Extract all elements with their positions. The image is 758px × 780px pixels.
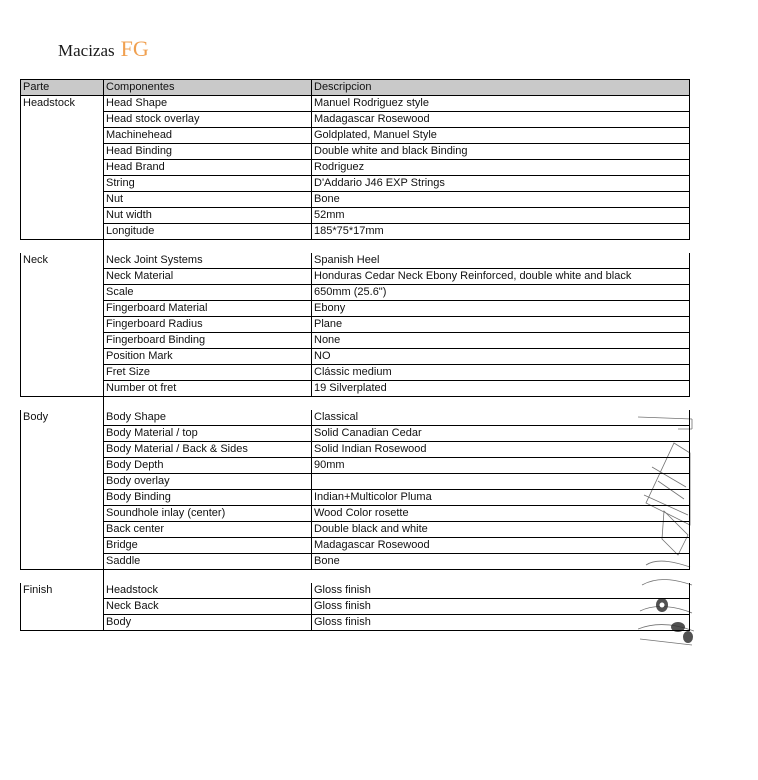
- section-name-cell: [21, 426, 104, 442]
- spacer-cell: [104, 570, 312, 584]
- header-parte: Parte: [21, 80, 104, 96]
- table-row: [21, 192, 690, 208]
- section-name-cell: [21, 615, 104, 631]
- section-name-cell: [21, 112, 104, 128]
- spec-table-body: [21, 80, 690, 631]
- section-name-cell: [21, 442, 104, 458]
- component-cell: Body overlay: [104, 474, 312, 490]
- description-cell: Double white and black Binding: [312, 144, 690, 160]
- description-cell: Manuel Rodriguez style: [312, 96, 690, 112]
- table-row: [21, 365, 690, 381]
- description-cell: Rodriguez: [312, 160, 690, 176]
- component-cell: Head Shape: [104, 96, 312, 112]
- table-row: [21, 554, 690, 570]
- section-name-cell: [21, 365, 104, 381]
- spacer-cell: [104, 240, 312, 254]
- section-name-cell: Finish: [21, 583, 104, 599]
- component-cell: Fingerboard Material: [104, 301, 312, 317]
- component-cell: Number ot fret: [104, 381, 312, 397]
- section-name-cell: Body: [21, 410, 104, 426]
- component-cell: Body Material / Back & Sides: [104, 442, 312, 458]
- table-row: [21, 128, 690, 144]
- section-name-cell: [21, 333, 104, 349]
- component-cell: Body: [104, 615, 312, 631]
- component-cell: Body Depth: [104, 458, 312, 474]
- table-row: [21, 522, 690, 538]
- description-cell: None: [312, 333, 690, 349]
- section-name-cell: [21, 269, 104, 285]
- header-componentes: Componentes: [104, 80, 312, 96]
- table-row: [21, 301, 690, 317]
- table-row: [21, 269, 690, 285]
- component-cell: Longitude: [104, 224, 312, 240]
- description-cell: Solid Indian Rosewood: [312, 442, 690, 458]
- description-cell: Bone: [312, 192, 690, 208]
- section-name-cell: [21, 490, 104, 506]
- description-cell: Goldplated, Manuel Style: [312, 128, 690, 144]
- section-name-cell: [21, 208, 104, 224]
- component-cell: Nut: [104, 192, 312, 208]
- section-name-cell: [21, 474, 104, 490]
- section-spacer-row: [21, 397, 690, 411]
- description-cell: NO: [312, 349, 690, 365]
- table-row: [21, 349, 690, 365]
- spacer-cell: [21, 240, 104, 254]
- logo-accent-text: FG: [120, 36, 149, 61]
- table-row: [21, 474, 690, 490]
- table-row: [21, 583, 690, 599]
- component-cell: Scale: [104, 285, 312, 301]
- table-row: [21, 615, 690, 631]
- description-cell: Gloss finish: [312, 599, 690, 615]
- description-cell: Double black and white: [312, 522, 690, 538]
- table-row: [21, 160, 690, 176]
- component-cell: Saddle: [104, 554, 312, 570]
- section-name-cell: [21, 599, 104, 615]
- section-name-cell: Headstock: [21, 96, 104, 112]
- table-row: [21, 458, 690, 474]
- component-cell: Body Material / top: [104, 426, 312, 442]
- table-row: [21, 333, 690, 349]
- guitar-spec-table: [20, 79, 690, 631]
- description-cell: Indian+Multicolor Pluma: [312, 490, 690, 506]
- description-cell: D'Addario J46 EXP Strings: [312, 176, 690, 192]
- table-row: [21, 317, 690, 333]
- section-name-cell: [21, 224, 104, 240]
- section-name-cell: [21, 176, 104, 192]
- component-cell: Bridge: [104, 538, 312, 554]
- description-cell: Madagascar Rosewood: [312, 112, 690, 128]
- component-cell: Fingerboard Binding: [104, 333, 312, 349]
- description-cell: [312, 474, 690, 490]
- component-cell: Fret Size: [104, 365, 312, 381]
- section-name-cell: [21, 458, 104, 474]
- component-cell: Machinehead: [104, 128, 312, 144]
- section-name-cell: [21, 349, 104, 365]
- section-name-cell: [21, 144, 104, 160]
- description-cell: Gloss finish: [312, 583, 690, 599]
- table-row: [21, 144, 690, 160]
- table-row: [21, 381, 690, 397]
- spacer-cell: [312, 397, 690, 411]
- brand-logo: [58, 36, 149, 62]
- section-name-cell: [21, 301, 104, 317]
- table-row: [21, 506, 690, 522]
- section-name-cell: [21, 554, 104, 570]
- description-cell: Wood Color rosette: [312, 506, 690, 522]
- section-name-cell: [21, 128, 104, 144]
- spacer-cell: [21, 397, 104, 411]
- description-cell: 19 Silverplated: [312, 381, 690, 397]
- description-cell: Spanish Heel: [312, 253, 690, 269]
- table-row: [21, 224, 690, 240]
- logo-brand-text: Macizas: [58, 41, 115, 60]
- component-cell: Neck Joint Systems: [104, 253, 312, 269]
- section-name-cell: [21, 381, 104, 397]
- description-cell: 185*75*17mm: [312, 224, 690, 240]
- component-cell: Soundhole inlay (center): [104, 506, 312, 522]
- description-cell: Madagascar Rosewood: [312, 538, 690, 554]
- table-row: [21, 253, 690, 269]
- section-name-cell: [21, 160, 104, 176]
- component-cell: Neck Back: [104, 599, 312, 615]
- table-row: [21, 410, 690, 426]
- component-cell: Body Binding: [104, 490, 312, 506]
- description-cell: Plane: [312, 317, 690, 333]
- component-cell: Fingerboard Radius: [104, 317, 312, 333]
- table-row: [21, 112, 690, 128]
- spacer-cell: [104, 397, 312, 411]
- component-cell: Body Shape: [104, 410, 312, 426]
- section-name-cell: [21, 538, 104, 554]
- component-cell: Nut width: [104, 208, 312, 224]
- spacer-cell: [312, 240, 690, 254]
- table-row: [21, 442, 690, 458]
- description-cell: 52mm: [312, 208, 690, 224]
- description-cell: Honduras Cedar Neck Ebony Reinforced, double white and black: [312, 269, 690, 285]
- component-cell: Headstock: [104, 583, 312, 599]
- description-cell: 650mm (25.6"): [312, 285, 690, 301]
- component-cell: Neck Material: [104, 269, 312, 285]
- description-cell: 90mm: [312, 458, 690, 474]
- description-cell: Bone: [312, 554, 690, 570]
- table-row: [21, 208, 690, 224]
- table-header-row: [21, 80, 690, 96]
- section-name-cell: [21, 192, 104, 208]
- table-row: [21, 490, 690, 506]
- table-row: [21, 599, 690, 615]
- description-cell: Solid Canadian Cedar: [312, 426, 690, 442]
- component-cell: String: [104, 176, 312, 192]
- table-row: [21, 538, 690, 554]
- header-descripcion: Descripcion: [312, 80, 690, 96]
- component-cell: Head stock overlay: [104, 112, 312, 128]
- section-name-cell: Neck: [21, 253, 104, 269]
- component-cell: Back center: [104, 522, 312, 538]
- table-row: [21, 176, 690, 192]
- table-row: [21, 426, 690, 442]
- spacer-cell: [312, 570, 690, 584]
- component-cell: Head Brand: [104, 160, 312, 176]
- table-row: [21, 285, 690, 301]
- section-name-cell: [21, 506, 104, 522]
- description-cell: Classical: [312, 410, 690, 426]
- table-row: [21, 96, 690, 112]
- section-name-cell: [21, 285, 104, 301]
- section-name-cell: [21, 522, 104, 538]
- spacer-cell: [21, 570, 104, 584]
- component-cell: Head Binding: [104, 144, 312, 160]
- description-cell: Ebony: [312, 301, 690, 317]
- component-cell: Position Mark: [104, 349, 312, 365]
- description-cell: Clássic medium: [312, 365, 690, 381]
- description-cell: Gloss finish: [312, 615, 690, 631]
- section-spacer-row: [21, 240, 690, 254]
- section-spacer-row: [21, 570, 690, 584]
- section-name-cell: [21, 317, 104, 333]
